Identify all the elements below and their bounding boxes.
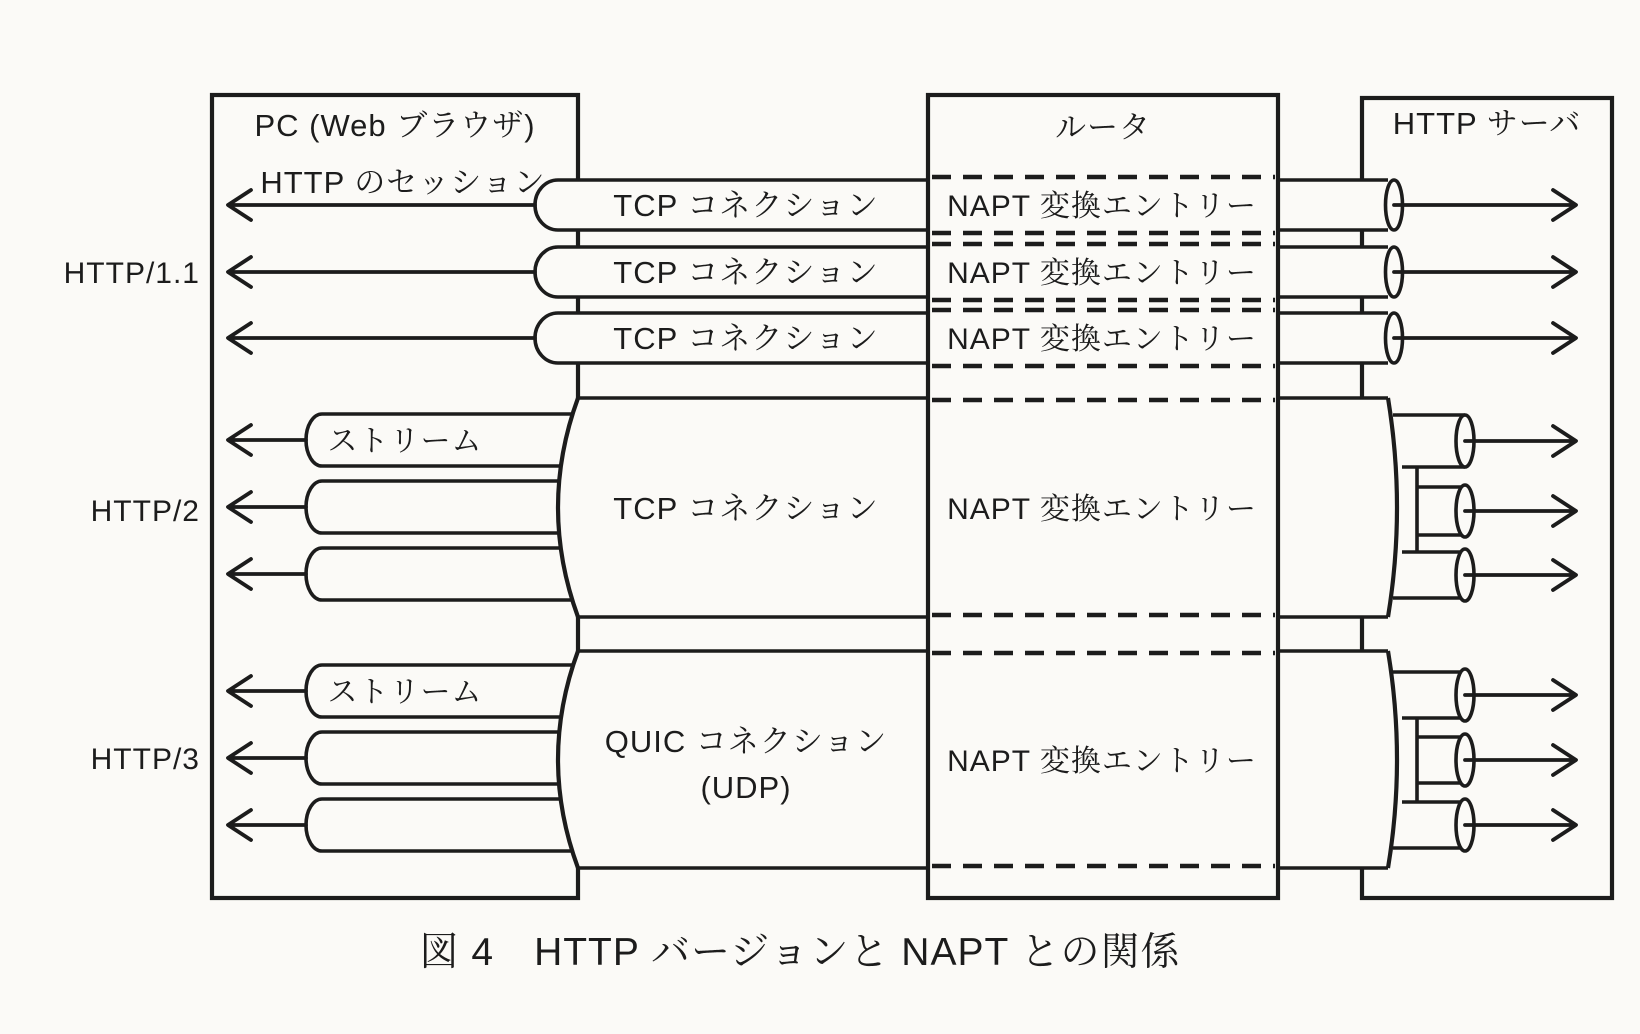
arrow-right: [1465, 426, 1576, 456]
quic-tube-label-line2: (UDP): [700, 770, 792, 805]
arrow-left: [228, 559, 306, 589]
arrow-right: [1465, 496, 1576, 526]
arrow-left: [228, 323, 535, 353]
arrow-right: [1465, 560, 1576, 590]
fanout-tube-bodies: [1392, 672, 1465, 848]
stream-label: ストリーム: [327, 425, 483, 458]
arrow-left: [228, 743, 306, 773]
arrow-right: [1394, 190, 1576, 220]
tcp-tube-label: TCP コネクション: [613, 321, 879, 356]
arrow-left: [228, 257, 535, 287]
arrow-left: [228, 676, 306, 706]
server-box-title: HTTP サーバ: [1392, 106, 1582, 141]
tcp-big-tube-label: TCP コネクション: [613, 491, 879, 526]
router-box-title: ルータ: [1055, 110, 1151, 145]
http11-row-label: HTTP/1.1: [63, 257, 200, 290]
http2-row-label: HTTP/2: [90, 495, 200, 528]
stream-label: ストリーム: [327, 676, 483, 709]
arrow-right: [1465, 810, 1576, 840]
tcp-tube-label: TCP コネクション: [613, 255, 879, 290]
pc-box-title: PC (Web ブラウザ): [254, 108, 536, 143]
stream-tube-body: [306, 481, 585, 533]
stream-tube-body: [306, 799, 585, 851]
arrow-right: [1394, 323, 1576, 353]
napt-entry-label: NAPT 変換エントリー: [947, 323, 1257, 356]
napt-entry-label: NAPT 変換エントリー: [947, 745, 1257, 778]
arrow-left: [228, 492, 306, 522]
napt-entry-label: NAPT 変換エントリー: [947, 493, 1257, 526]
tcp-tube-label: TCP コネクション: [613, 188, 879, 223]
napt-entry-label: NAPT 変換エントリー: [947, 257, 1257, 290]
http3-row-label: HTTP/3: [90, 743, 200, 776]
arrow-right: [1465, 745, 1576, 775]
fanout-tube-bodies: [1392, 415, 1465, 598]
arrow-right: [1394, 257, 1576, 287]
arrow-left: [228, 425, 306, 455]
http-session-label: HTTP のセッション: [260, 165, 546, 200]
figure-caption: 図 4 HTTP バージョンと NAPT との関係: [419, 931, 1181, 974]
napt-entry-label: NAPT 変換エントリー: [947, 190, 1257, 223]
arrow-right: [1465, 680, 1576, 710]
arrow-left: [228, 810, 306, 840]
quic-tube-label-line1: QUIC コネクション: [604, 724, 888, 759]
stream-tube-body: [306, 548, 585, 600]
stream-tube-body: [306, 732, 585, 784]
